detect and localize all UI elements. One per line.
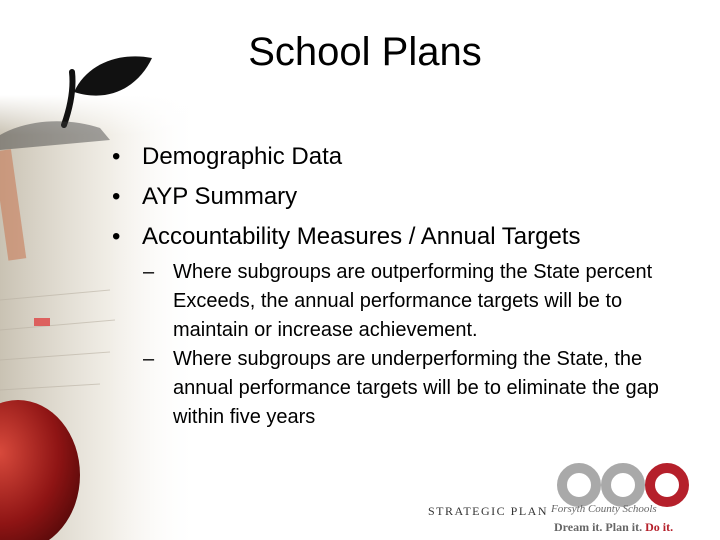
sub-bullet-list [143, 258, 688, 432]
sub-bullet-dash: – [143, 261, 155, 283]
bullet-text: Accountability Measures / Annual Targets [142, 223, 581, 250]
sub-bullet-item [143, 258, 688, 345]
sub-bullet-text: Where subgroups are outperforming the State percent Exceeds, the annual performance targets will be to maintain or increase achievement. [173, 261, 653, 341]
sub-bullet-item [143, 345, 688, 432]
bullet-item [112, 137, 702, 177]
strategic-plan-logo-icon [556, 462, 690, 508]
bullet-dot: • [112, 223, 121, 250]
sub-bullet-text: Where subgroups are underperforming the State, the annual performance targets will be to eliminate the gap within five years [173, 348, 659, 428]
logo-text [428, 504, 698, 538]
bullet-text: Demographic Data [142, 143, 343, 170]
bullet-text: AYP Summary [142, 183, 298, 210]
sub-bullet-dash: – [143, 348, 155, 370]
logo-tagline-part1: Dream it. Plan it. [554, 520, 643, 534]
slide-title: School Plans [248, 30, 482, 74]
logo-tagline-part2: Do it. [645, 520, 674, 534]
bullet-item [112, 217, 702, 257]
bullet-item [112, 177, 702, 217]
bullet-dot: • [112, 143, 121, 170]
bullet-list [112, 137, 702, 257]
logo-main-text: STRATEGIC PLAN [428, 504, 549, 518]
bullet-dot: • [112, 183, 121, 210]
logo-tagline [554, 520, 673, 535]
logo-sub-text: Forsyth County Schools [551, 503, 657, 515]
